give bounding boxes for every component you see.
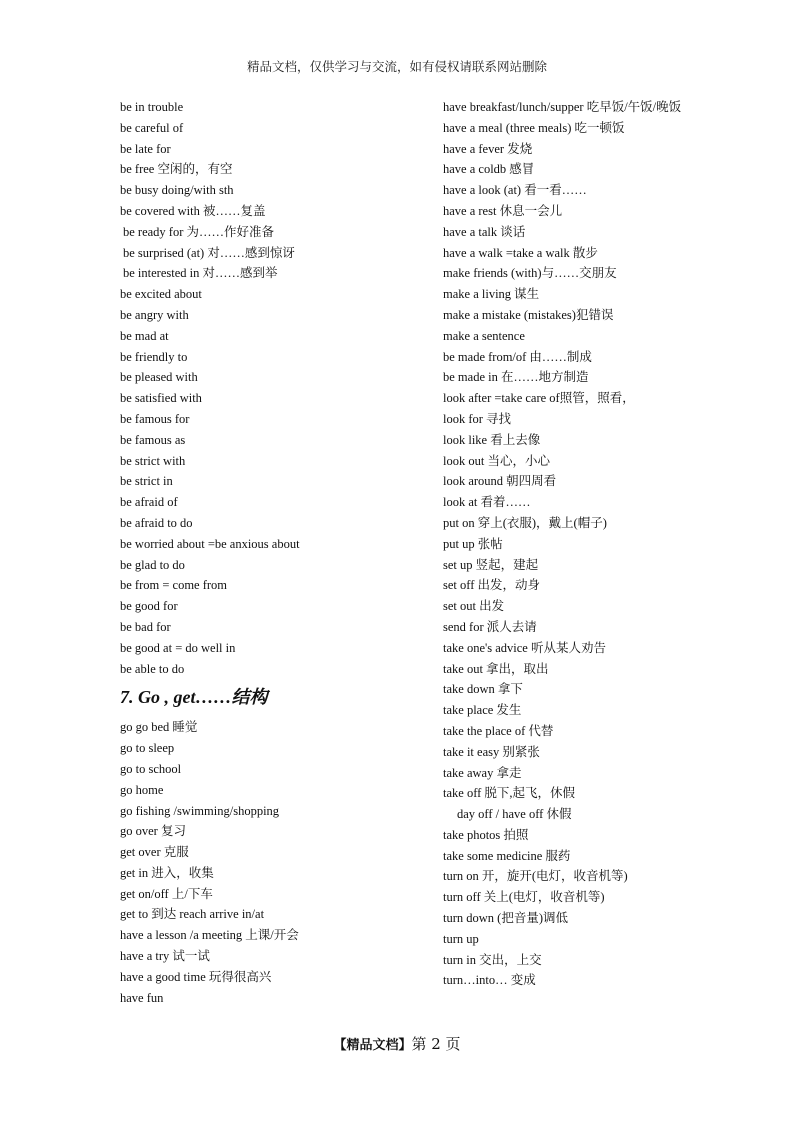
phrase-item: take one's advice 听从某人劝告 — [443, 640, 606, 655]
phrase-item: look after =take care of照管，照看， — [443, 391, 635, 406]
phrase-item: go to sleep — [120, 741, 175, 756]
phrase-item: take off 脱下,起飞，休假 — [443, 786, 576, 801]
phrase-item: be angry with — [120, 307, 189, 322]
phrase-item: send for 派人去请 — [443, 619, 537, 634]
phrase-item: turn off 关上(电灯，收音机等) — [443, 890, 605, 905]
phrase-item: be ready for 为……作好准备 — [123, 224, 275, 239]
phrase-item: be made in 在……地方制造 — [443, 370, 589, 385]
phrase-item: turn in 交出，上交 — [443, 952, 542, 967]
phrase-item: have a look (at) 看一看…… — [443, 183, 587, 198]
right-column — [443, 97, 683, 991]
phrase-item: make a living 谋生 — [443, 287, 540, 302]
phrase-item: be surprised (at) 对……感到惊讶 — [123, 245, 295, 260]
phrase-item: be free 空闲的，有空 — [120, 162, 233, 177]
phrase-item: be able to do — [120, 661, 185, 676]
phrase-item: go over 复习 — [120, 824, 186, 839]
phrase-item: be careful of — [120, 120, 184, 135]
phrase-item: get in 进入，收集 — [120, 865, 214, 880]
phrase-item: turn on 开，旋开(电灯，收音机等) — [443, 869, 628, 884]
page-footer — [0, 1033, 794, 1054]
phrase-item: be late for — [120, 141, 171, 156]
phrase-item: have breakfast/lunch/supper 吃早饭/午饭/晚饭 — [443, 100, 682, 114]
phrase-item: have a rest 休息一会儿 — [443, 203, 563, 218]
phrase-item: be worried about =be anxious about — [120, 536, 300, 551]
phrase-item: be strict with — [120, 453, 186, 468]
footer-tag: 【精品文档】 — [333, 1038, 412, 1053]
phrase-item: go go bed 睡觉 — [120, 720, 198, 735]
phrase-item: be mad at — [120, 328, 169, 343]
phrase-item: have a walk =take a walk 散步 — [443, 245, 598, 260]
phrase-list-have-make-take — [443, 118, 683, 991]
phrase-item: have a meal (three meals) 吃一顿饭 — [443, 120, 625, 135]
section-title: 7. Go , get……结构 — [120, 687, 268, 708]
phrase-item: look around 朝四周看 — [443, 474, 557, 489]
phrase-item: be good at = do well in — [120, 640, 236, 655]
phrase-item: take down 拿下 — [443, 682, 523, 697]
phrase-item: have a fever 发烧 — [443, 141, 533, 156]
phrase-item: day off / have off 休假 — [457, 807, 572, 822]
phrase-item: take place 发生 — [443, 703, 522, 718]
phrase-item: get to 到达 reach arrive in/at — [120, 907, 265, 922]
phrase-item: look at 看着…… — [443, 495, 531, 510]
phrase-item: be busy doing/with sth — [120, 183, 234, 198]
phrase-item: be afraid to do — [120, 515, 193, 530]
phrase-item: be glad to do — [120, 557, 185, 572]
phrase-item: get over 克服 — [120, 845, 189, 860]
phrase-item: have a try 试一试 — [120, 949, 210, 964]
phrase-item: be afraid of — [120, 495, 178, 510]
phrase-item: set off 出发，动身 — [443, 578, 540, 593]
phrase-item: take away 拿走 — [443, 765, 522, 780]
phrase-item: look for 寻找 — [443, 411, 512, 426]
phrase-item: be covered with 被……复盖 — [120, 203, 266, 218]
left-column — [120, 97, 420, 1008]
phrase-item: take the place of 代替 — [443, 723, 554, 738]
phrase-item: make friends (with)与……交朋友 — [443, 266, 617, 281]
phrase-item: set up 竖起，建起 — [443, 557, 539, 572]
phrase-item: be strict in — [120, 474, 173, 489]
phrase-item: get on/off 上/下车 — [120, 886, 213, 901]
phrase-item: be good for — [120, 599, 178, 614]
phrase-item: be famous for — [120, 411, 190, 426]
phrase-item: take some medicine 服药 — [443, 848, 571, 863]
phrase-item: set out 出发 — [443, 599, 505, 614]
phrase-item: go home — [120, 782, 164, 797]
phrase-item: have a good time 玩得很高兴 — [120, 969, 272, 984]
phrase-item: make a sentence — [443, 328, 525, 343]
phrase-item: be friendly to — [120, 349, 188, 364]
phrase-item: go to school — [120, 761, 182, 776]
phrase-list-be — [120, 97, 420, 679]
phrase-item: be pleased with — [120, 370, 198, 385]
phrase-item: be satisfied with — [120, 391, 202, 406]
phrase-item: put on 穿上(衣服)，戴上(帽子) — [443, 515, 607, 530]
phrase-item: have fun — [120, 990, 164, 1005]
phrase-item: take it easy 别紧张 — [443, 744, 540, 759]
phrase-item: look like 看上去像 — [443, 432, 541, 447]
phrase-item: make a mistake (mistakes)犯错误 — [443, 307, 614, 322]
page-number: 第 2 页 — [411, 1035, 461, 1053]
phrase-item: turn…into… 变成 — [443, 973, 536, 988]
phrase-item: have a talk 谈话 — [443, 224, 526, 239]
phrase-item: be made from/of 由……制成 — [443, 349, 592, 364]
phrase-item: have a coldb 感冒 — [443, 162, 535, 177]
phrase-item: turn up — [443, 931, 479, 946]
phrase-list-go-get — [120, 717, 420, 1008]
phrase-item: have a lesson /a meeting 上课/开会 — [120, 928, 299, 943]
phrase-item: be bad for — [120, 619, 171, 634]
phrase-item: be in trouble — [120, 100, 184, 114]
phrase-item: take photos 拍照 — [443, 827, 529, 842]
phrase-item: take out 拿出，取出 — [443, 661, 549, 676]
phrase-item: be famous as — [120, 432, 186, 447]
phrase-item: be excited about — [120, 287, 202, 302]
phrase-item: turn down (把音量)调低 — [443, 911, 568, 926]
phrase-item: be interested in 对……感到举 — [123, 266, 278, 281]
phrase-item: be from = come from — [120, 578, 228, 593]
phrase-item: put up 张帖 — [443, 536, 503, 551]
phrase-item: go fishing /swimming/shopping — [120, 803, 280, 818]
page-header: 精品文档，仅供学习与交流，如有侵权请联系网站删除 — [246, 59, 547, 74]
phrase-item: look out 当心，小心 — [443, 453, 550, 468]
